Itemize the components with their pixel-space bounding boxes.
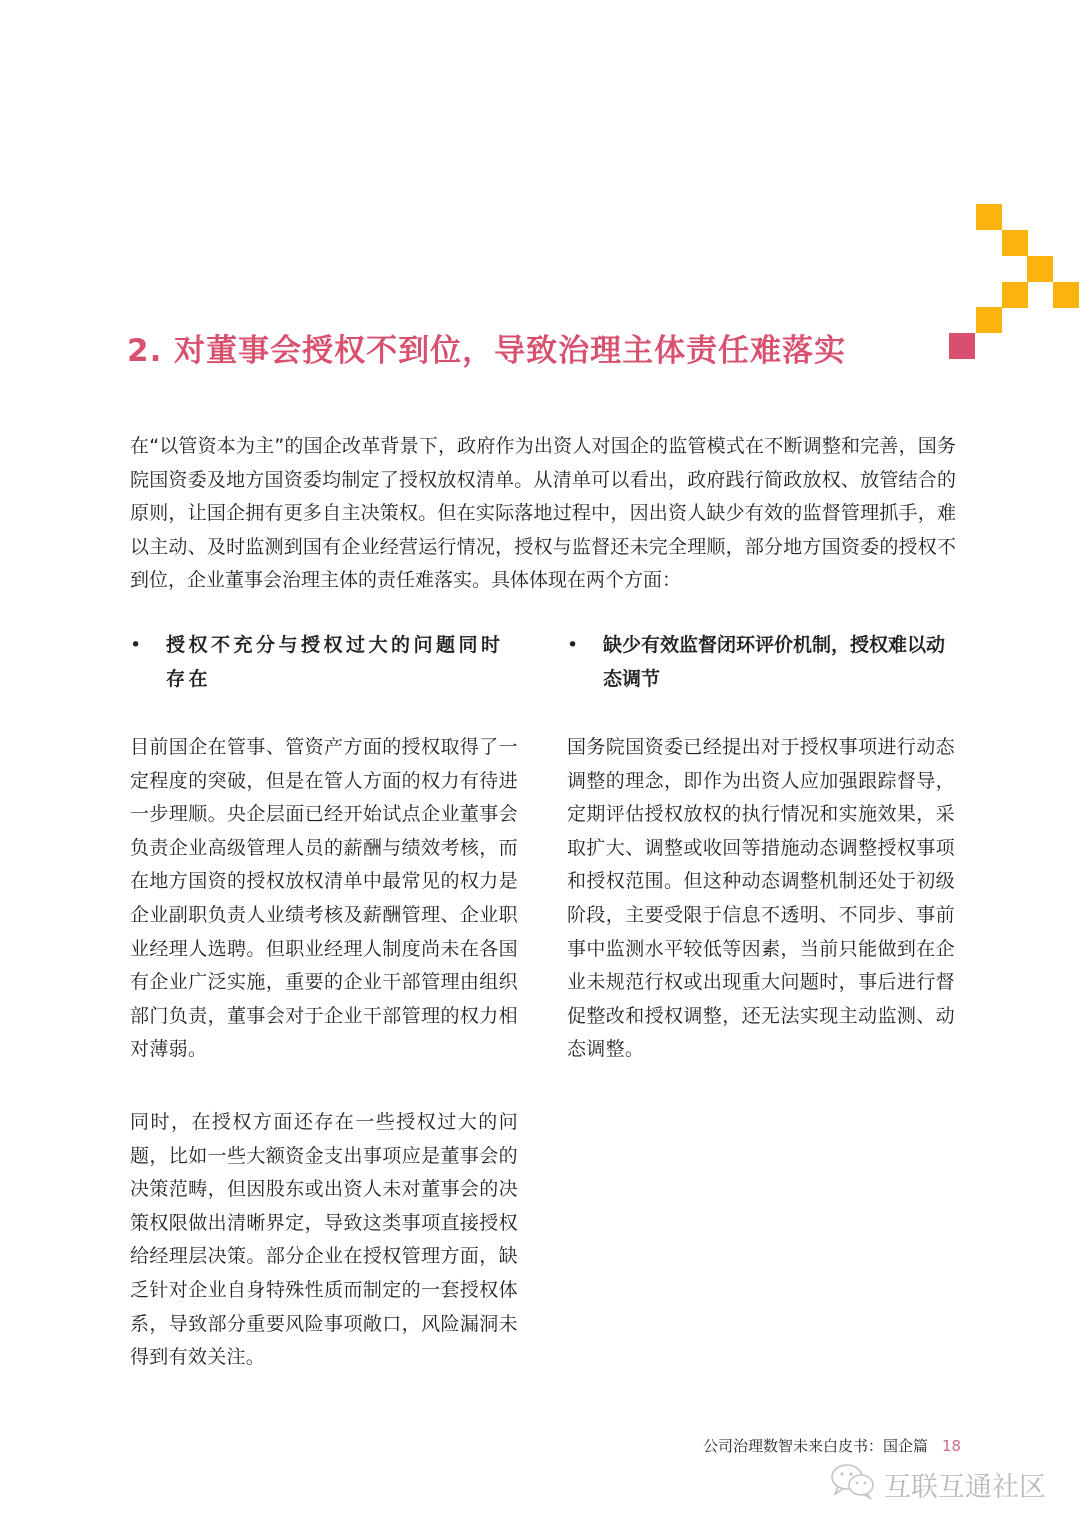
deco-square [1053, 282, 1079, 308]
left-column [130, 628, 518, 1414]
page-footer [703, 1435, 961, 1456]
wechat-icon [830, 1462, 876, 1507]
left-bullet-heading [130, 628, 518, 696]
right-column [567, 628, 955, 1106]
deco-square [1002, 230, 1028, 256]
deco-square-accent [949, 333, 975, 359]
page-number: 18 [942, 1437, 962, 1455]
right-heading-text: 缺少有效监督闭环评价机制，授权难以动态调节 [603, 634, 946, 690]
publication-title: 公司治理数智未来白皮书：国企篇 [703, 1437, 929, 1455]
bullet-icon: • [130, 634, 142, 656]
deco-square [1002, 282, 1028, 308]
intro-paragraph [130, 430, 956, 598]
right-paragraph-1: 国务院国资委已经提出对于授权事项进行动态调整的理念，即作为出资人应加强跟踪督导，定期评估授权放权的执行情况和实施效果，采取扩大、调整或收回等措施动态调整授权事项和授权范围。但这种动态调整机制还处于初级阶段，主要受限于信息不透明、不同步、事前事中监测水平较低等因素，当前只能做到在企业未规范行权或出现重大问题时，事后进行督促整改和授权调整，还无法实现主动监测、动态调整。 [567, 736, 955, 1061]
deco-square [976, 307, 1002, 333]
bullet-icon: • [567, 634, 579, 656]
intro-text: 在“以管资本为主”的国企改革背景下，政府作为出资人对国企的监管模式在不断调整和完善，国务院国资委及地方国资委均制定了授权放权清单。从清单可以看出，政府践行简政放权、放管结合的原则，让国企拥有更多自主决策权。但在实际落地过程中，因出资人缺少有效的监督管理抓手，难以主动、及时监测到国有企业经营运行情况，授权与监督还未完全理顺，部分地方国资委的授权不到位，企业董事会治理主体的责任难落实。具体体现在两个方面： [130, 435, 956, 592]
section-title: 2. 对董事会授权不到位，导致治理主体责任难落实 [127, 333, 847, 369]
watermark-text: 互联互通社区 [884, 1472, 1046, 1503]
left-paragraph-1: 目前国企在管事、管资产方面的授权取得了一定程度的突破，但是在管人方面的权力有待进一步理顺。央企层面已经开始试点企业董事会负责企业高级管理人员的薪酬与绩效考核，而在地方国资的授权放权清单中最常见的权力是企业副职负责人业绩考核及薪酬管理、企业职业经理人选聘。但职业经理人制度尚未在各国有企业广泛实施，重要的企业干部管理由组织部门负责，董事会对于企业干部管理的权力相对薄弱。 [130, 736, 518, 1061]
deco-square [976, 204, 1002, 230]
left-heading-text: 授权不充分与授权过大的问题同时存在 [166, 634, 504, 690]
right-bullet-heading [567, 628, 955, 696]
deco-square [1027, 256, 1053, 282]
watermark [830, 1462, 1046, 1507]
left-paragraph-2: 同时，在授权方面还存在一些授权过大的问题，比如一些大额资金支出事项应是董事会的决策范畴，但因股东或出资人未对董事会的决策权限做出清晰界定，导致这类事项直接授权给经理层决策。部分企业在授权管理方面，缺乏针对企业自身特殊性质而制定的一套授权体系，导致部分重要风险事项敞口，风险漏洞未得到有效关注。 [130, 1110, 518, 1369]
